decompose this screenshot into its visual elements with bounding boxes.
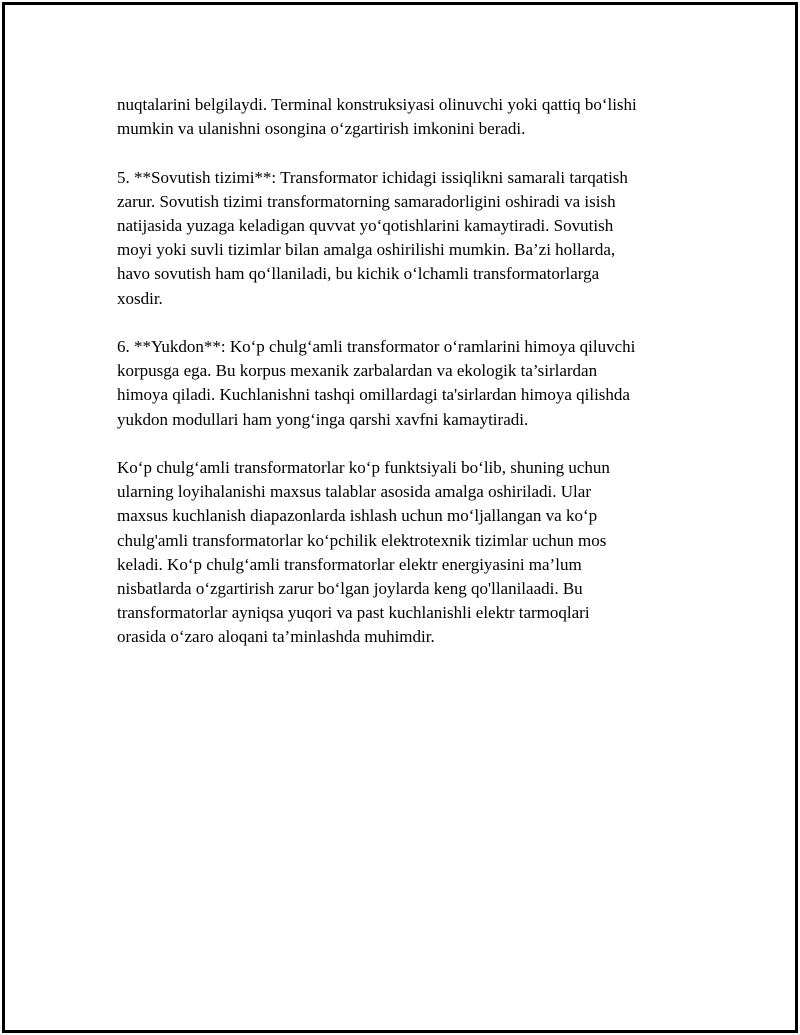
paragraph-summary <box>117 456 697 650</box>
text-line: ularning loyihalanishi maxsus talablar asosida amalga oshiriladi. Ular <box>117 482 591 502</box>
text-line: nisbatlarda o‘zgartirish zarur bo‘lgan joylarda keng qo'llanilaadi. Bu <box>117 579 583 599</box>
text-line: mumkin va ulanishni osongina o‘zgartirish imkonini beradi. <box>117 119 526 139</box>
text-line: transformatorlar ayniqsa yuqori va past kuchlanishli elektr tarmoqlari <box>117 603 590 623</box>
text-line: korpusga ega. Bu korpus mexanik zarbalardan va ekologik ta’sirlardan <box>117 361 598 381</box>
paragraph-enclosure <box>117 335 697 432</box>
text-line: natijasida yuzaga keladigan quvvat yo‘qotishlarini kamaytiradi. Sovutish <box>117 216 614 235</box>
text-line: nuqtalarini belgilaydi. Terminal konstruksiyasi olinuvchi yoki qattiq bo‘lishi <box>117 95 637 114</box>
document-body <box>117 93 697 674</box>
text-line: maxsus kuchlanish diapazonlarda ishlash uchun mo‘ljallangan va ko‘p <box>117 506 598 526</box>
paragraph-terminal-continuation <box>117 93 697 141</box>
text-line: havo sovutish ham qo‘llaniladi, bu kichik o‘lchamli transformatorlarga <box>117 264 600 284</box>
text-line: moyi yoki suvli tizimlar bilan amalga oshirilishi mumkin. Ba’zi hollarda, <box>117 240 616 260</box>
text-line: 5. **Sovutish tizimi**: Transformator ichidagi issiqlikni samarali tarqatish <box>117 167 628 187</box>
text-line: himoya qiladi. Kuchlanishni tashqi omillardagi ta'sirlardan himoya qilishda <box>117 385 630 405</box>
text-line: keladi. Ko‘p chulg‘amli transformatorlar elektr energiyasini ma’lum <box>117 554 582 574</box>
paragraph-cooling-system <box>117 166 697 311</box>
text-line: Ko‘p chulg‘amli transformatorlar ko‘p funktsiyali bo‘lib, shuning uchun <box>117 458 610 477</box>
text-line: chulg'amli transformatorlar ko‘pchilik elektrotexnik tizimlar uchun mos <box>117 530 607 550</box>
text-line: 6. **Yukdon**: Ko‘p chulg‘amli transformator o‘ramlarini himoya qiluvchi <box>117 337 636 356</box>
text-line: orasida o‘zaro aloqani ta’minlashda muhimdir. <box>117 627 435 647</box>
text-line: zarur. Sovutish tizimi transformatorning samaradorligini oshiradi va isish <box>117 191 616 211</box>
text-line: yukdon modullari ham yong‘inga qarshi xavfni kamaytiradi. <box>117 409 529 429</box>
text-line: xosdir. <box>117 288 163 308</box>
